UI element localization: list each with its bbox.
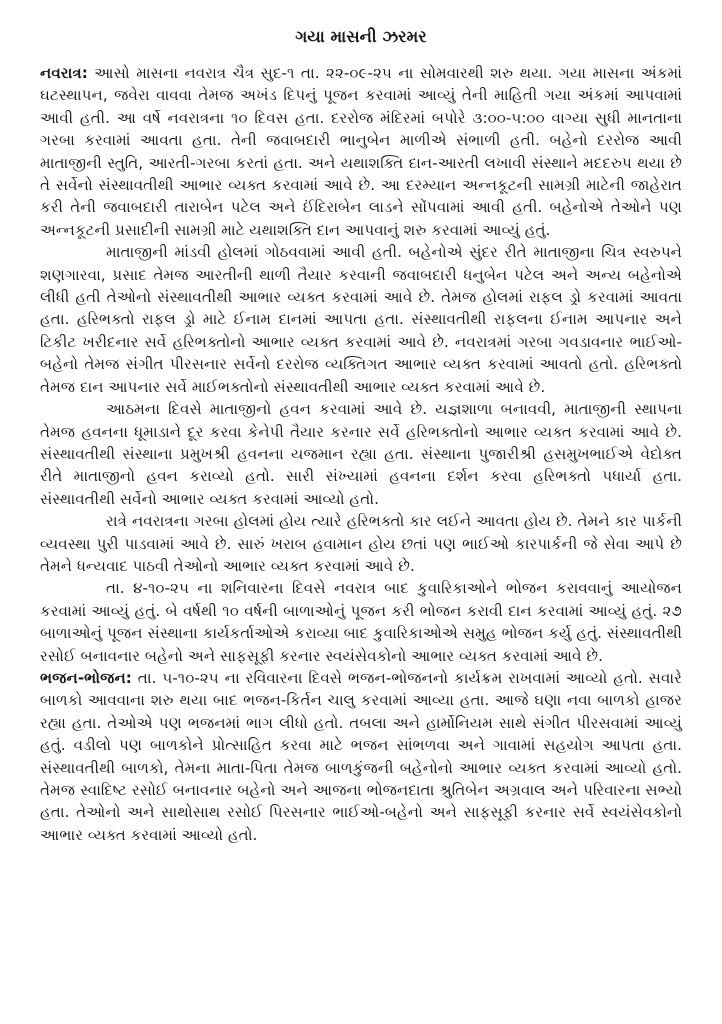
carpark-paragraph: રાત્રે નવરાત્રના ગરબા હોલમાં હોય ત્યારે હરિભક્તો કાર લઈને આવતા હોય છે. તેમને કાર પાર્કની વ્યવસ્થા પુરી પાડવામાં આવે છે. સારું ખરાબ હવામાન હોય છતાં પણ ભાઈઓ કારપાર્કની જે સેવા આપે છે તેમને ધન્યવાદ પાઠવી તેઓનો આભાર વ્યક્ત કરવામાં આવે છે. xyxy=(40,512,682,575)
bhajan-bhojan-paragraph xyxy=(40,667,682,846)
kuvarika-paragraph: તા. ૪-૧૦-૨૫ ના શનિવારના દિવસે નવરાત્ર બાદ કુવારિકાઓને ભોજન કરાવવાનું આયોજન કરવામાં આવ્યું હતું. બે વર્ષથી ૧૦ વર્ષની બાળાઓનું પૂજન કરી ભોજન કરાવી દાન કરવામાં આવ્યું હતું. ૨૭ બાળાઓનું પૂજન સંસ્થાના કાર્યકર્તાઓએ કરાવ્યા બાદ કુવારિકાઓએ સમુહ ભોજન કર્યુ હતું. સંસ્થાવતીથી રસોઈ બનાવનાર બહેનો અને સાફસૂફી કરનાર સ્વયંસેવકોનો આભાર વ્યક્ત કરવામાં આવે છે. xyxy=(40,579,682,665)
navratra-label: નવરાત્ર: xyxy=(40,64,88,82)
bhajan-bhojan-text: તા. ૫-૧૦-૨૫ ના રવિવારના દિવસે ભજન-ભોજનનો કાર્યક્રમ રાખવામાં આવ્યો હતો. સવારે બાળકો આવવાના શરુ થયા બાદ ભજન-કિર્તન ચાલુ કરવામાં આવ્યા હતા. આજે ઘણા નવા બાળકો હાજર રહ્યા હતા. તેઓએ પણ ભજનમાં ભાગ લીધો હતો. તબલા અને હાર્મોનિયમ સાથે સંગીત પીરસવામાં આવ્યું હતું. વડીલો પણ બાળકોને પ્રોત્સાહિત કરવા માટે ભજન સાંભળવા અને ગાવામાં સહયોગ આપતા હતા. સંસ્થાવતીથી બાળકો, તેમના માતા-પિતા તેમજ બાળકુંજની બહેનોનો આભાર વ્યક્ત કરવામાં આવ્યો હતો. તેમજ સ્વાદિષ્ટ રસોઈ બનાવનાર બહેનો અને આજના ભોજનદાતા શ્રુતિબેન અગ્રવાલ અને પરિવારના સભ્યો હતા. તેઓનો અને સાથોસાથ રસોઈ પિરસનાર ભાઈઓ-બહેનો અને સાફસૂફી કરનાર સર્વે સ્વયંસેવકોનો આભાર વ્યક્ત કરવામાં આવ્યો હતો. xyxy=(40,668,683,844)
havan-paragraph: આઠમના દિવસે માતાજીનો હવન કરવામાં આવે છે. યજ્ઞશાળા બનાવવી, માતાજીની સ્થાપના તેમજ હવનના ધૂમાડાને દૂર કરવા કેનેપી તૈયાર કરનાર સર્વે હરિભક્તોનો આભાર વ્યક્ત કરવામાં આવે છે. સંસ્થાવતીથી સંસ્થાના પ્રમુખશ્રી હવનના યજમાન રહ્યા હતા. સંસ્થાના પુજારીશ્રી હસમુખભાઈએ વેદોક્ત રીતે માતાજીનો હવન કરાવ્યો હતો. સારી સંખ્યામાં હવનના દર્શન કરવા હરિભક્તો પધાર્યા હતા. સંસ્થાવતીથી સર્વેનો આભાર વ્યક્ત કરવામાં આવ્યો હતો. xyxy=(40,400,682,508)
page-title: ગયા માસની ઝરમર xyxy=(295,27,427,46)
bhajan-bhojan-label: ભજન-ભોજન: xyxy=(40,668,132,687)
mandvi-paragraph: માતાજીની માંડવી હોલમાં ગોઠવવામાં આવી હતી. બહેનોએ સુંદર રીતે માતાજીના ચિત્ર સ્વરુપને શણગારવા, પ્રસાદ તેમજ આરતીની થાળી તૈયાર કરવાની જવાબદારી ધનુબેન પટેલ અને અન્ય બહેનોએ લીધી હતી તેઓનો સંસ્થાવતીથી આભાર વ્યક્ત કરવામાં આવે છે. તેમજ હોલમાં રાફલ ડ્રો કરવામાં આવતા હતા. હરિભક્તો રાફલ ડ્રો માટે ઈનામ દાનમાં આપતા હતા. સંસ્થાવતીથી રાફલના ઈનામ આપનાર અને ટિકીટ ખરીદનાર સર્વે હરિભક્તોનો આભાર વ્યક્ત કરવામાં આવે છે. નવરાત્રમાં ગરબા ગવડાવનાર ભાઈઓ-બહેનો તેમજ સંગીત પીરસનાર સર્વેનો દરરોજ વ્યક્તિગત આભાર વ્યક્ત કરવામાં આવતો હતો. હરિભક્તો તેમજ દાન આપનાર સર્વે માઈભક્તોનો સંસ્થાવતીથી આભાર વ્યક્ત કરવામાં આવે છે. xyxy=(40,243,682,396)
navratra-paragraph xyxy=(40,62,682,241)
navratra-text: આસો માસના નવરાત્ર ચૈત્ર સુદ-૧ તા. ૨૨-૦૯-૨૫ ના સોમવારથી શરુ થયા. ગયા માસના અંકમાં ઘટસ્થાપન, જવેરા વાવવા તેમજ અખંડ દિપનું પૂજન કરવામાં આવ્યું તેની માહિતી ગયા અંકમાં આપવામાં આવી હતી. આ વર્ષે નવરાત્રના ૧૦ દિવસ હતા. દરરોજ મંદિરમાં બપોરે ૩:૦૦-૫:૦૦ વાગ્યા સુધી માનતાના ગરબા કરવામાં આવતા હતા. તેની જવાબદારી ભાનુબેન માળીએ સંભાળી હતી. બહેનો દરરોજ આવી માતાજીની સ્તુતિ, આરતી-ગરબા કરતાં હતા. અને યથાશક્તિ દાન-આરતી લખાવી સંસ્થાને મદદરુપ થયા છે તે સર્વેનો સંસ્થાવતીથી આભાર વ્યક્ત કરવામાં આવે છે. આ દરમ્યાન અન્નકૂટની સામગ્રી માટેની જાહેરાત કરી તેની જવાબદારી તારાબેન પટેલ અને ઈંદિરાબેન લાડને સોંપવામાં આવી હતી. બહેનોએ તેઓને પણ અન્નકૂટની પ્રસાદીની સામગ્રી માટે યથાશક્તિ દાન આપવાનું શરુ કરવામાં આવ્યું હતું. xyxy=(40,64,682,239)
